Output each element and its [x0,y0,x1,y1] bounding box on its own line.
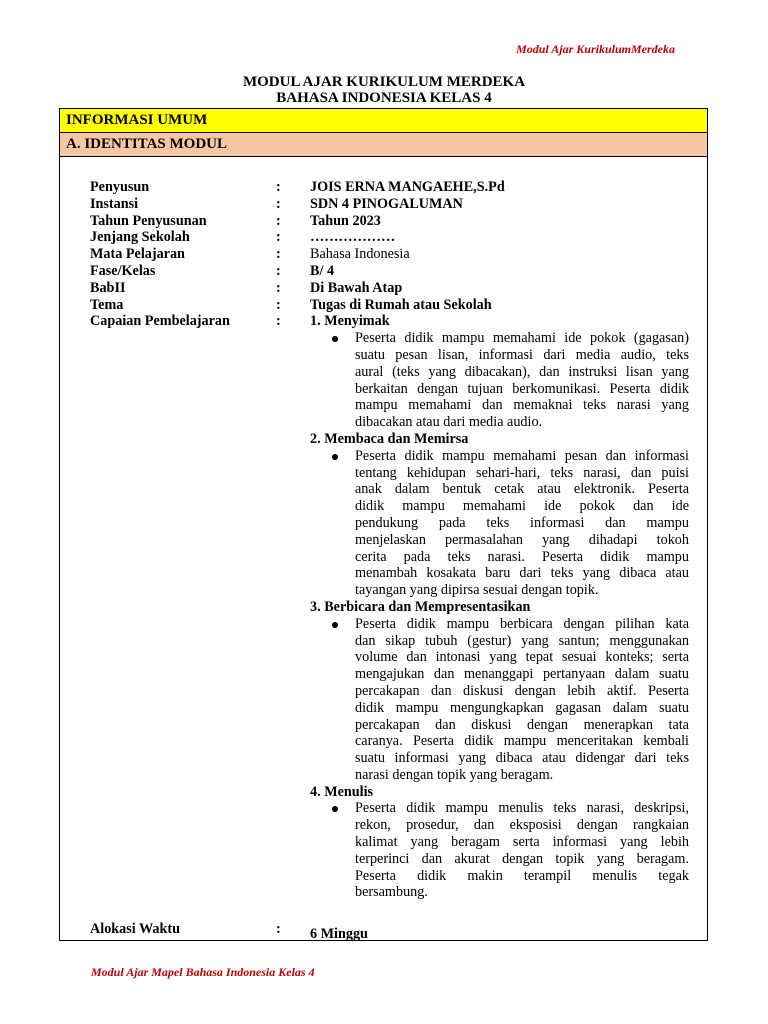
outcome-line: Peserta didik mampu menulis teks narasi, deskripsi, [355,800,689,817]
field-row [90,179,690,196]
outcome-bullet [355,448,689,599]
outcome-line: suatu informasi yang dibaca atau didengar dari teks [355,750,689,767]
outcome-line: mengajukan dan menanggapi pertanyaan dalam suatu [355,666,689,683]
field-label: Penyusun [90,179,150,195]
outcome-line: suatu pesan lisan, informasi dari media audio, teks [355,346,689,363]
outcome-line: percakapan dan diskusi dengan menerapkan tata [355,716,689,733]
field-row [90,263,690,280]
outcome-line: menjelaskan permasalahan yang dihadapi tokoh [355,531,689,548]
outcome-line: aural (teks yang dibacakan), dan instruksi lisan yang [355,363,689,380]
field-colon: : [276,279,281,296]
identity-table [59,108,708,941]
outcome-heading: 3. Berbicara dan Mempresentasikan [310,598,531,615]
title-line-2: BAHASA INDONESIA KELAS 4 [276,90,492,106]
outcome-line: terperinci dan akurat dengan topik yang beragam. [355,850,689,867]
outcome-line: cerita pada teks narasi. Peserta didik mampu [355,548,689,565]
outcome-bullet [355,330,689,431]
field-label: Capaian Pembelajaran [90,313,230,330]
field-row [90,196,690,213]
field-value: 6 Minggu [310,926,368,942]
identity-content [90,179,690,942]
outcome-line: percakapan dan diskusi dengan lebih aktif. Peserta [355,682,689,699]
bullet-icon [332,622,338,628]
field-value: B/ 4 [310,262,335,279]
field-row [90,246,690,263]
field-colon: : [276,262,281,279]
bullet-icon [332,336,338,342]
field-list [90,179,690,330]
field-label: Instansi [90,195,139,212]
outcome-bullet [355,800,689,901]
field-label: Fase/Kelas [90,262,156,279]
field-colon: : [276,212,281,229]
outcome-line: Peserta didik mampu memahami pesan dan informasi [355,447,689,464]
field-colon: : [276,179,281,195]
field-row [90,297,690,314]
outcome-line: didik mampu mengungkapkan gagasan dalam suatu [355,699,689,716]
outcome-line: dibacakan atau dari media audio. [355,414,543,431]
outcome-line: didik mampu memahami ide pokok dan ide [355,498,689,515]
outcome-line: tayangan yang dipirsa sesuai dengan topik. [355,582,599,599]
outcome-line: pendukung pada teks informasi dan mampu [355,514,689,531]
outcome-line: Peserta didik mampu berbicara dengan pilihan kata [355,615,689,632]
outcome-line: volume dan intonasi yang tepat sesuai konteks; serta [355,649,689,666]
field-colon: : [276,195,281,212]
field-row [90,213,690,230]
bullet-icon [332,454,338,460]
module-identity-bar: A. IDENTITAS MODUL [60,133,707,157]
bullet-icon [332,806,338,812]
field-label: Tema [90,296,124,313]
outcome-line: bersambung. [355,884,428,901]
field-colon: : [276,921,281,937]
outcome-line: berkaitan dengan tujuan berkomunikasi. Peserta didik [355,380,689,397]
footer-note: Modul Ajar Mapel Bahasa Indonesia Kelas 4 [91,965,315,979]
outcome-heading: 2. Membaca dan Memirsa [310,430,469,447]
field-value: JOIS ERNA MANGAEHE,S.Pd [310,179,505,195]
field-value: Di Bawah Atap [310,279,403,296]
outcome-line: anak dalam bentuk cetak atau elektronik. Peserta [355,481,689,498]
document-title [0,74,768,106]
field-label: Jenjang Sekolah [90,229,190,246]
title-line-1: MODUL AJAR KURIKULUM MERDEKA [242,74,526,90]
field-colon: : [276,229,281,246]
field-value: Tahun 2023 [310,212,381,229]
outcome-line: kalimat yang beragam serta informasi yang lebih [355,834,689,851]
field-label: BabII [90,279,126,296]
outcome-line: narasi dengan topik yang beragam. [355,766,554,783]
general-info-bar: INFORMASI UMUM [60,109,707,133]
field-label: Mata Pelajaran [90,246,185,263]
field-value: SDN 4 PINOGALUMAN [310,195,463,212]
field-value: Bahasa Indonesia [310,246,410,263]
field-value: ……………… [310,229,396,246]
outcome-heading: 4. Menulis [310,783,374,800]
field-label: Alokasi Waktu [90,921,181,937]
outcome-line: mampu memahami dan memaknai teks narasi yang [355,397,689,414]
learning-outcomes [90,313,690,901]
time-allocation-row [90,921,690,941]
outcome-line: caranya. Peserta didik mampu menceritakan kembali [355,733,689,750]
field-row [90,229,690,246]
outcome-line: Peserta didik makin terampil menulis tegak [355,867,689,884]
field-value: Tugas di Rumah atau Sekolah [310,296,492,313]
field-colon: : [276,246,281,263]
field-colon: : [276,313,281,330]
outcome-line: rekon, prosedur, dan eksposisi dengan rangkaian [355,817,689,834]
outcome-line: tentang kehidupan sehari-hari, teks narasi, dan puisi [355,464,689,481]
outcome-line: Peserta didik mampu memahami ide pokok (gagasan) [355,330,689,347]
field-colon: : [276,296,281,313]
outcome-heading: 1. Menyimak [310,313,390,330]
field-row [90,280,690,297]
outcome-line: dan sikap tubuh (gestur) yang santun; menggunakan [355,632,689,649]
outcome-line: menambah kosakata baru dari teks yang dibaca atau [355,565,689,582]
field-label: Tahun Penyusunan [90,212,207,229]
outcome-bullet [355,616,689,784]
header-note: Modul Ajar KurikulumMerdeka [516,42,675,56]
